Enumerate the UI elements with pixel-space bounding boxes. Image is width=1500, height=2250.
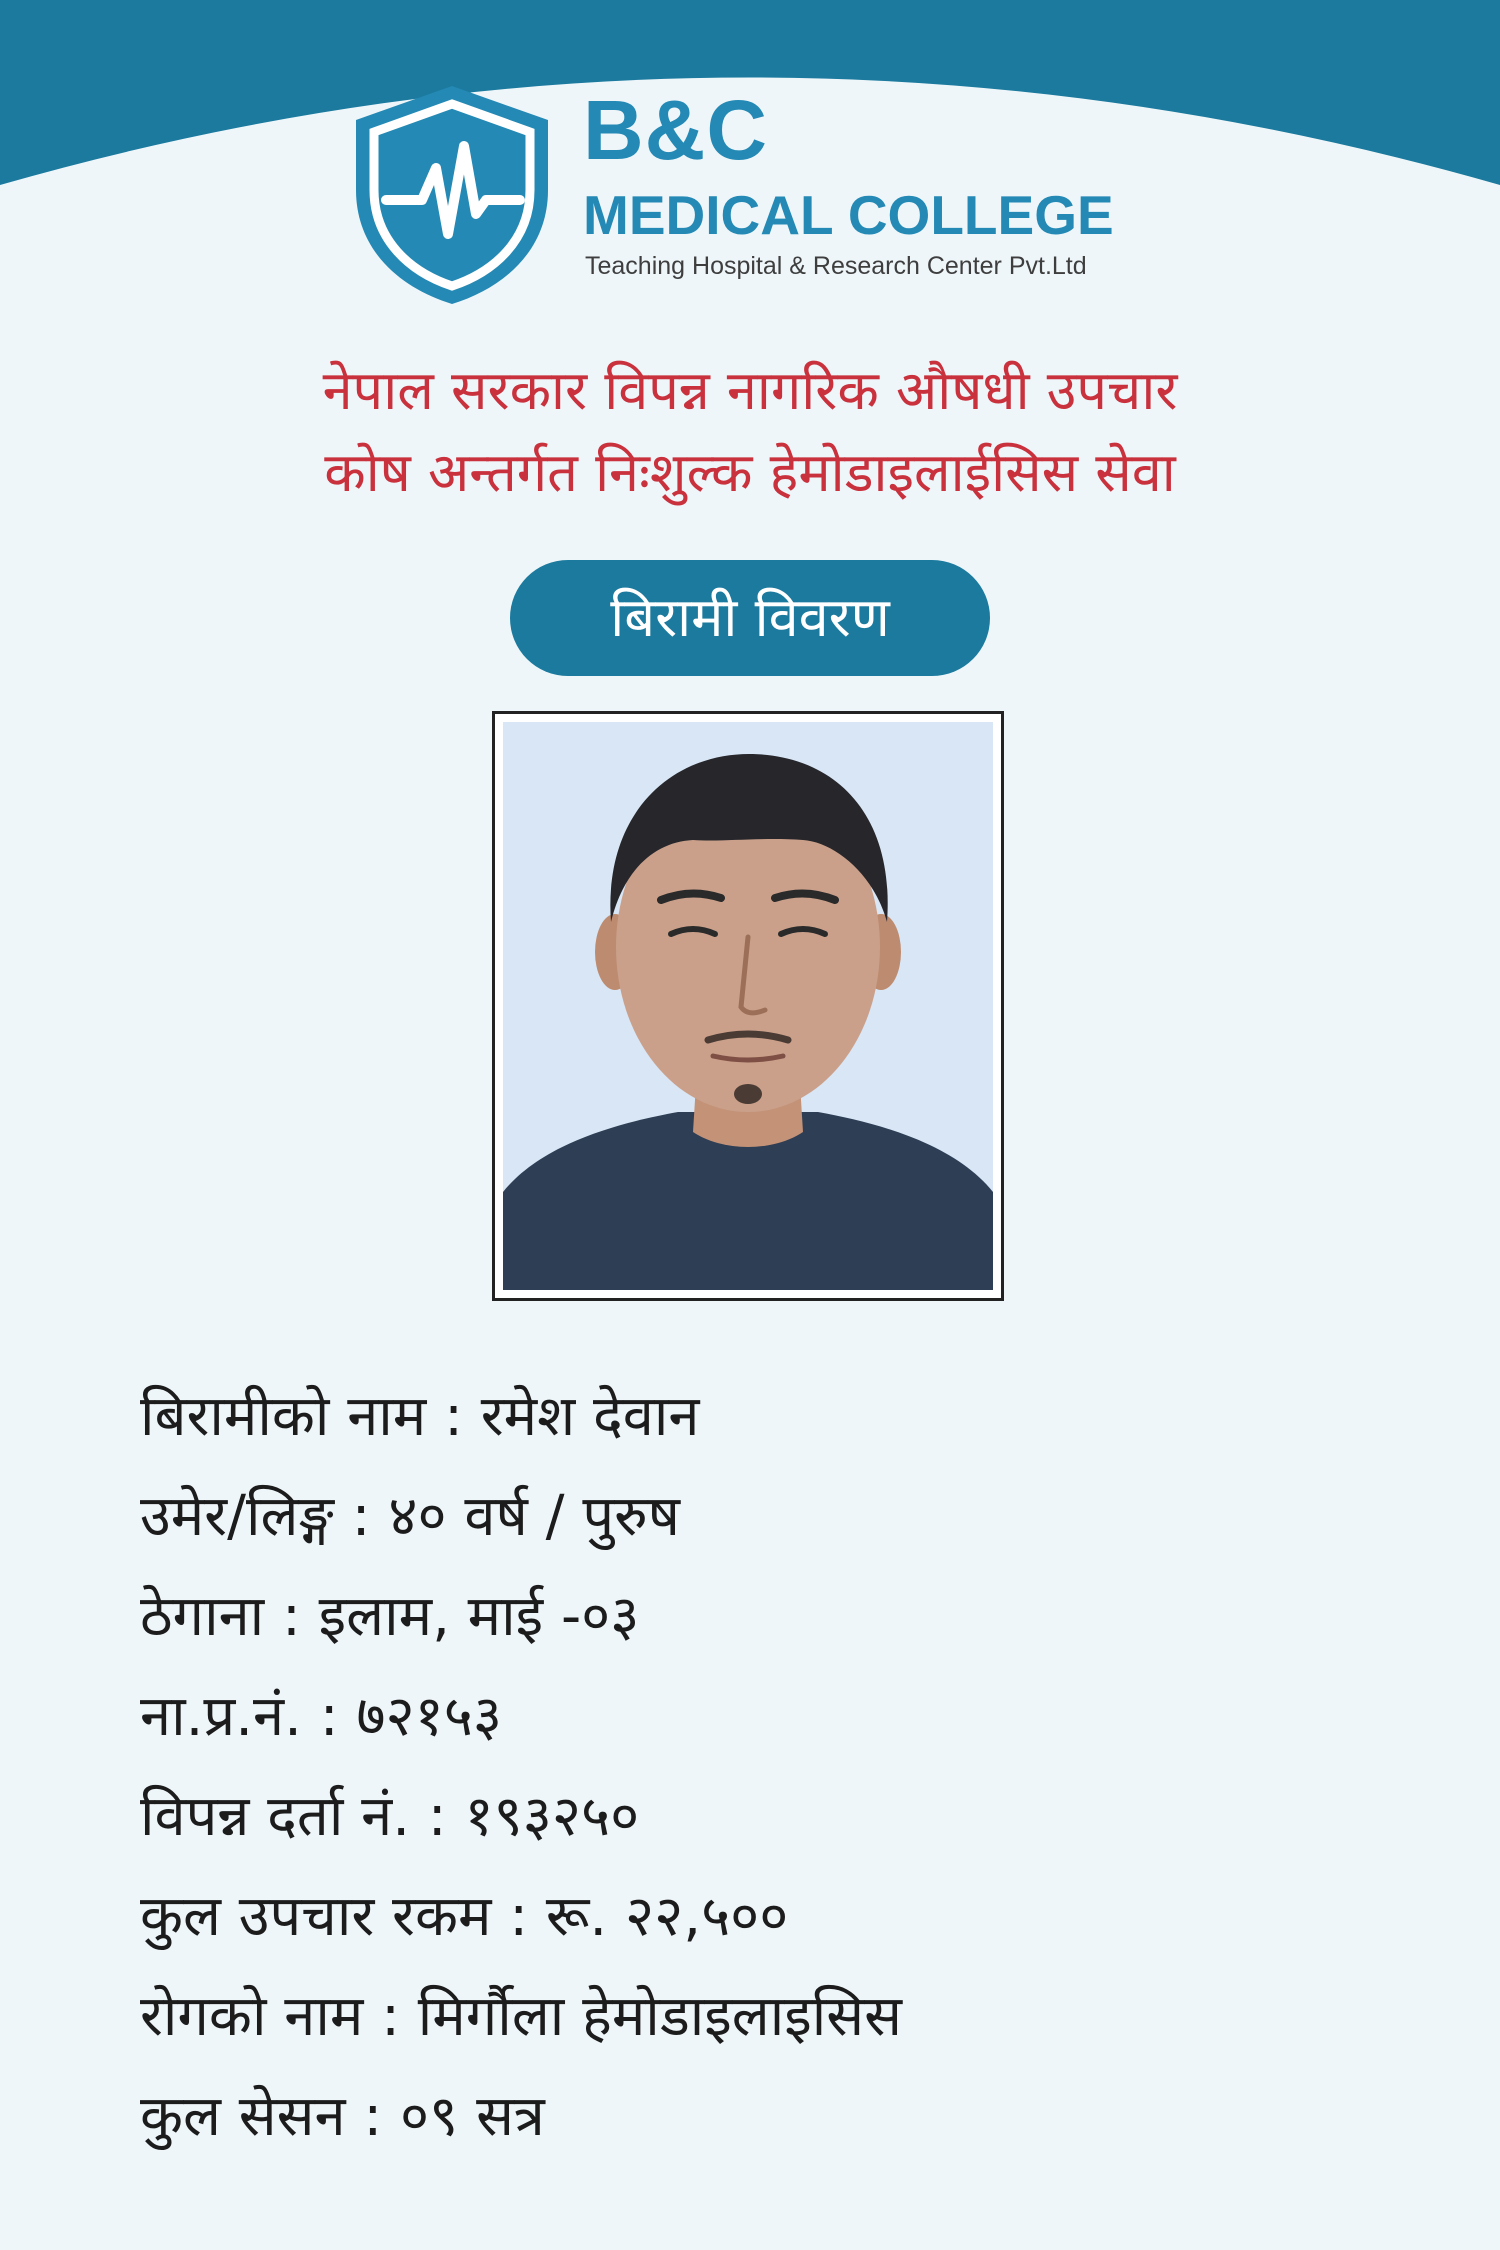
detail-citizenship-number: ना.प्र.नं. : ७२१५३ <box>140 1684 502 1749</box>
section-title-badge: बिरामी विवरण <box>510 560 990 676</box>
detail-disease-name: रोगको नाम : मिर्गौला हेमोडाइलाइसिस <box>140 1984 902 2049</box>
patient-details <box>140 1367 1400 2167</box>
scheme-line-1: नेपाल सरकार विपन्न नागरिक औषधी उपचार <box>322 359 1178 422</box>
detail-total-sessions: कुल सेसन : ०९ सत्र <box>140 2084 545 2149</box>
college-name: B&C <box>583 83 768 177</box>
college-subtitle: MEDICAL COLLEGE <box>583 184 1114 246</box>
patient-photo <box>492 711 1004 1301</box>
patient-portrait-image <box>503 722 993 1290</box>
scheme-heading <box>100 350 1400 514</box>
shield-heartbeat-icon <box>348 82 556 308</box>
college-tagline: Teaching Hospital & Research Center Pvt.Ltd <box>585 252 1087 280</box>
detail-address: ठेगाना : इलाम, माई -०३ <box>140 1584 640 1649</box>
detail-registration-number: विपन्न दर्ता नं. : १९३२५० <box>140 1784 640 1849</box>
detail-age-gender: उमेर/लिङ्ग : ४० वर्ष / पुरुष <box>140 1484 681 1549</box>
detail-patient-name: बिरामीको नाम : रमेश देवान <box>140 1384 700 1449</box>
detail-total-amount: कुल उपचार रकम : रू. २२,५०० <box>140 1884 789 1949</box>
scheme-line-2: कोष अन्तर्गत निःशुल्क हेमोडाइलाईसिस सेवा <box>324 441 1176 504</box>
